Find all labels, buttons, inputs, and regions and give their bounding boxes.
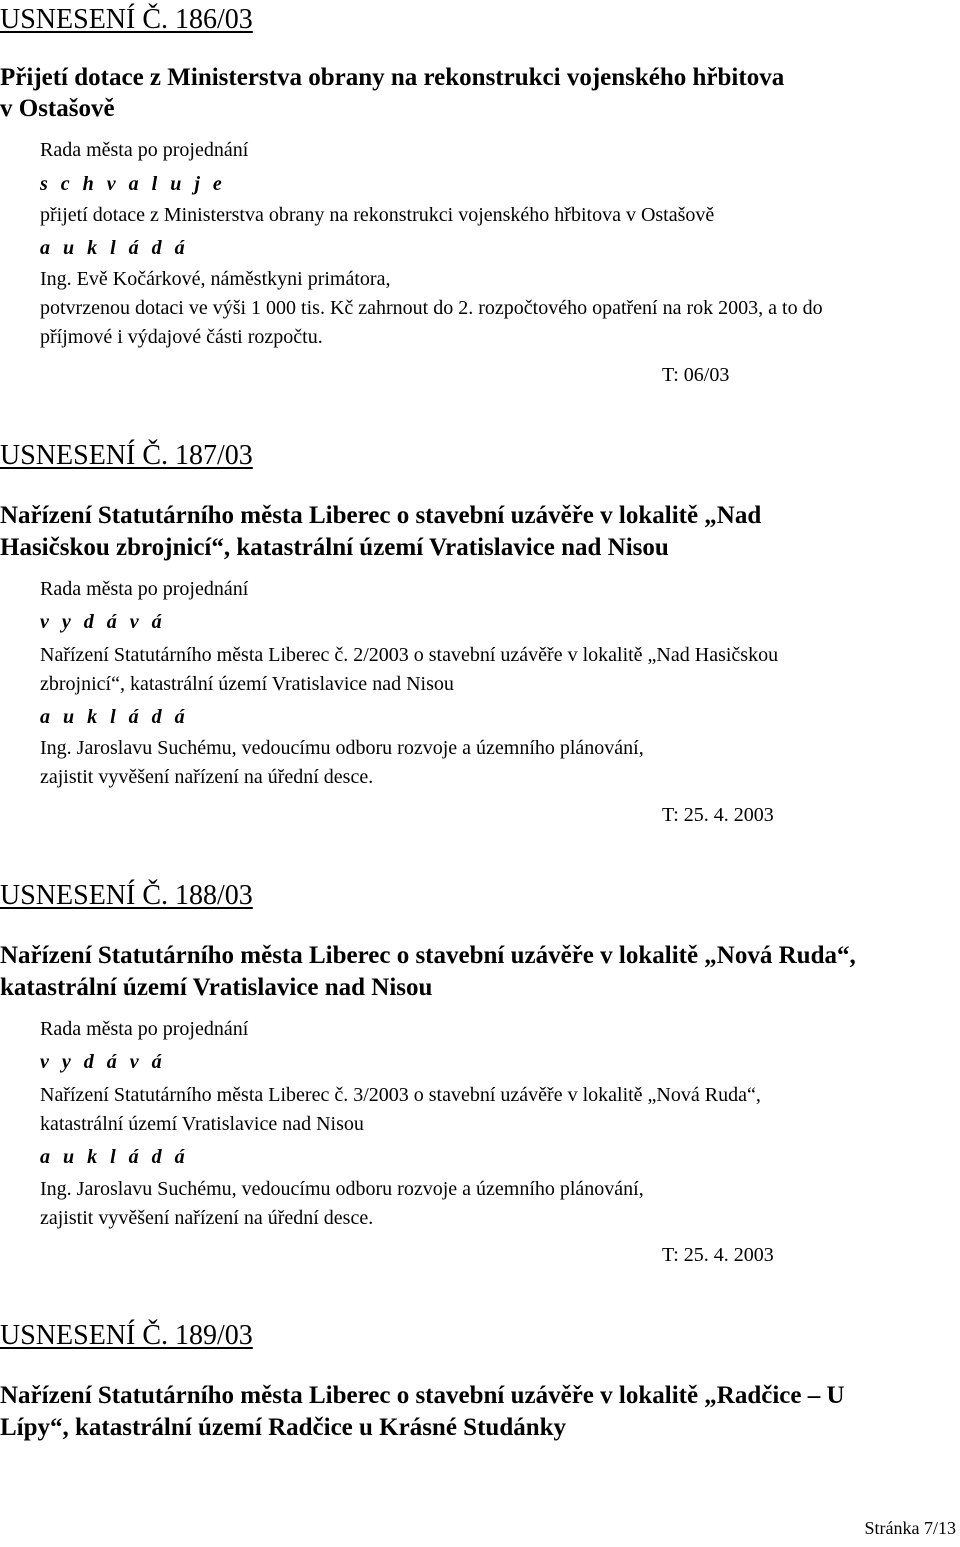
deadline: T: 25. 4. 2003 xyxy=(662,1244,774,1266)
resolution-text-line: zbrojnicí“, katastrální území Vratislavice nad Nisou xyxy=(40,673,454,695)
resolution-title-line: Přijetí dotace z Ministerstva obrany na rekonstrukci vojenského hřbitova xyxy=(0,64,785,91)
deadline: T: 06/03 xyxy=(662,364,730,386)
resolution-text-line: zajistit vyvěšení nařízení na úřední desce. xyxy=(40,766,374,788)
council-intro: Rada města po projednání xyxy=(40,578,249,600)
resolution-text-line: příjmové i výdajové části rozpočtu. xyxy=(40,326,323,348)
resolution-heading: USNESENÍ Č. 188/03 xyxy=(0,880,253,911)
resolution-verb: v y d á v á xyxy=(40,1051,166,1073)
resolution-title-line: Hasičskou zbrojnicí“, katastrální území Vratislavice nad Nisou xyxy=(0,534,669,561)
resolution-title-line: v Ostašově xyxy=(0,95,115,122)
resolution-title-line: Nařízení Statutárního města Liberec o stavební uzávěře v lokalitě „Radčice – U xyxy=(0,1382,845,1409)
deadline: T: 25. 4. 2003 xyxy=(662,804,774,826)
council-intro: Rada města po projednání xyxy=(40,139,249,161)
resolution-title-line: Nařízení Statutárního města Liberec o stavební uzávěře v lokalitě „Nová Ruda“, xyxy=(0,942,856,969)
resolution-text-line: zajistit vyvěšení nařízení na úřední desce. xyxy=(40,1207,374,1229)
resolution-text-line: katastrální území Vratislavice nad Nisou xyxy=(40,1113,364,1135)
council-intro: Rada města po projednání xyxy=(40,1018,249,1040)
resolution-text-line: přijetí dotace z Ministerstva obrany na rekonstrukci vojenského hřbitova v Ostašově xyxy=(40,204,715,226)
resolution-title-line: katastrální území Vratislavice nad Nisou xyxy=(0,974,433,1001)
page-number: Stránka 7/13 xyxy=(864,1518,956,1538)
resolution-heading: USNESENÍ Č. 189/03 xyxy=(0,1320,253,1351)
resolution-verb: a u k l á d á xyxy=(40,237,189,259)
resolution-title-line: Nařízení Statutárního města Liberec o stavební uzávěře v lokalitě „Nad xyxy=(0,502,762,529)
resolution-text-line: Ing. Jaroslavu Suchému, vedoucímu odboru rozvoje a územního plánování, xyxy=(40,1178,644,1200)
resolution-text-line: Nařízení Statutárního města Liberec č. 2/2003 o stavební uzávěře v lokalitě „Nad Hasičskou xyxy=(40,644,779,666)
resolution-verb: a u k l á d á xyxy=(40,706,189,728)
resolution-heading: USNESENÍ Č. 186/03 xyxy=(0,4,253,35)
resolution-text-line: Ing. Jaroslavu Suchému, vedoucímu odboru rozvoje a územního plánování, xyxy=(40,737,644,759)
resolution-verb: s c h v a l u j e xyxy=(40,173,226,195)
resolution-title-line: Lípy“, katastrální území Radčice u Krásné Studánky xyxy=(0,1414,567,1441)
resolution-heading: USNESENÍ Č. 187/03 xyxy=(0,440,253,471)
resolution-verb: v y d á v á xyxy=(40,611,166,633)
resolution-verb: a u k l á d á xyxy=(40,1146,189,1168)
resolution-text-line: Nařízení Statutárního města Liberec č. 3/2003 o stavební uzávěře v lokalitě „Nová Ruda“, xyxy=(40,1084,761,1106)
resolution-text-line: potvrzenou dotaci ve výši 1 000 tis. Kč zahrnout do 2. rozpočtového opatření na rok 2003, a to do xyxy=(40,297,823,319)
resolution-text-line: Ing. Evě Kočárkové, náměstkyni primátora, xyxy=(40,268,391,290)
